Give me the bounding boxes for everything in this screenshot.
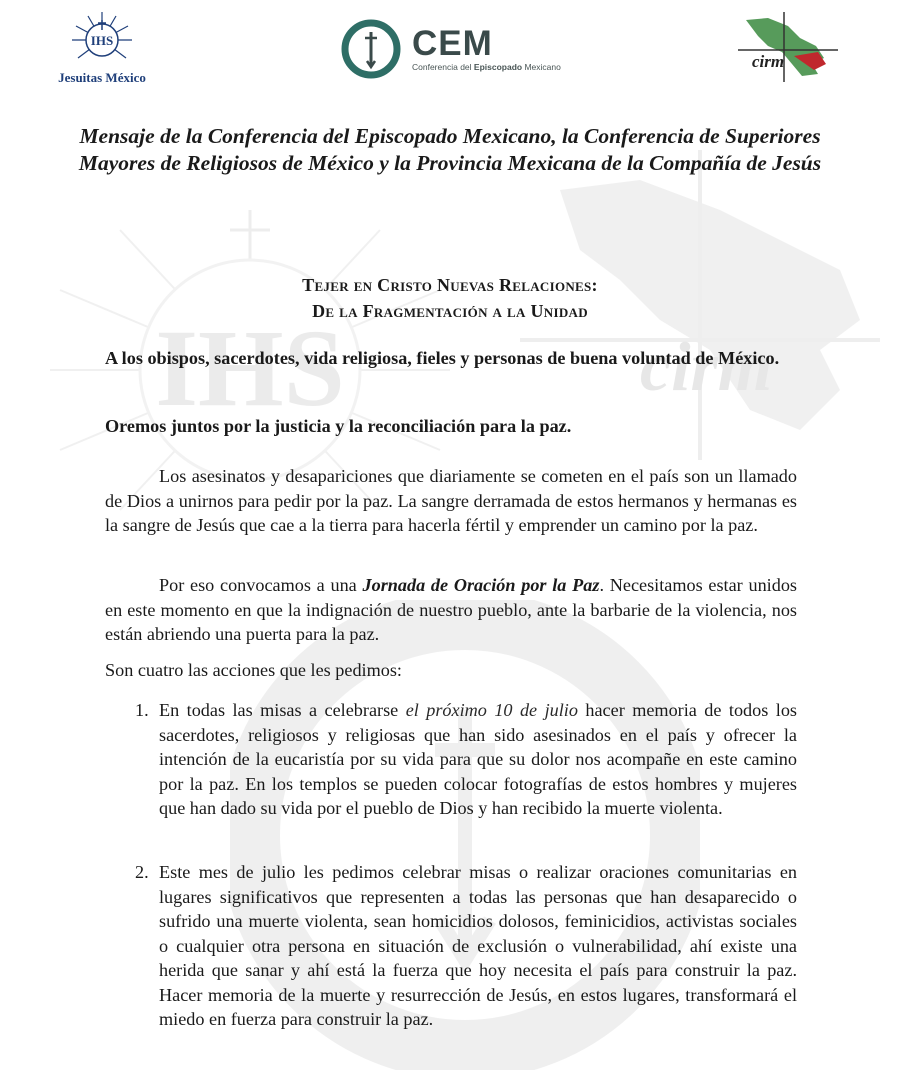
paragraph-3: Son cuatro las acciones que les pedimos: [105, 660, 402, 680]
list-item-number: 1. [135, 700, 149, 720]
oremos-heading: Oremos juntos por la justicia y la reconciliación para la paz. [105, 416, 572, 436]
list-item [135, 698, 797, 821]
message-title: Mensaje de la Conferencia del Episcopado Mexicano, la Conferencia de Superiores Mayores de Religiosos de México y la Provincia Mexicana de la Compañía de Jesús [78, 124, 822, 175]
paragraph-2: Por eso convocamos a una Jornada de Oración por la Paz. Necesitamos estar unidos en este momento en que la indignación de nuestro pueblo, ante la barbarie de la violencia, nos están abriendo una puerta para la paz. [105, 575, 797, 644]
list-item-text: Este mes de julio les pedimos celebrar misas o realizar oraciones comunitarias en lugares significativos que representen a todas las personas que han desaparecido o sufrido una muerte violenta, sean homicidios dolosos, feminicidios, activistas sociales o cualquier otra persona en situación de exclusión o vulnerabilidad, ahí existe una herida que sanar y ahí está la fuerza que hoy necesita el país para construir la paz. Hacer memoria de la muerte y resurrección de Jesús, en estos lugares, transformará el miedo en fuerza para construir la paz. [159, 862, 797, 1029]
paragraph-1: Los asesinatos y desapariciones que diariamente se cometen en el país son un llamado de Dios a unirnos para pedir por la paz. La sangre derramada de estos hermanos y hermanas es la sangre de Jesús que cae a la tierra para hacerla fértil y emprender un camino por la paz. [105, 466, 797, 535]
list-item [135, 860, 797, 1032]
addressee: A los obispos, sacerdotes, vida religiosa, fieles y personas de buena voluntad de México. [105, 348, 780, 368]
cem-subtitle: Conferencia del Episcopado Mexicano [412, 62, 561, 72]
main-title-line-2: De la Fragmentación a la Unidad [312, 301, 588, 321]
ihs-sun-icon [70, 10, 134, 68]
jesuitas-label: Jesuitas México [58, 70, 146, 85]
cirm-logo-text: cirm [752, 52, 785, 71]
svg-text:IHS: IHS [155, 307, 345, 429]
main-title-line-1: Tejer en Cristo Nuevas Relaciones: [302, 275, 598, 295]
svg-text:IHS: IHS [90, 33, 114, 48]
date-emphasis: el próximo 10 de julio [405, 700, 578, 720]
cirm-logo [738, 12, 838, 82]
list-item-number: 2. [135, 862, 149, 882]
cem-emblem-icon [340, 18, 402, 80]
cem-logo [340, 18, 561, 80]
main-title [60, 272, 840, 324]
svg-text:cirm: cirm [640, 329, 773, 406]
list-item-text: En todas las misas a celebrarse el próximo 10 de julio hacer memoria de todos los sacerdotes, religiosos y religiosas que han sido asesinados en el país y ofrecer la intención de la eucaristía por su vida para que su dolor nos acompañe en este camino por la paz. En los templos se pueden colocar fotografías de estos hombres y mujeres que han dado su vida por el pueblo de Dios y han recibido la muerte violenta. [159, 700, 797, 818]
jesuitas-logo [52, 10, 152, 86]
cem-logo-text: CEM [412, 24, 493, 63]
jornada-emphasis: Jornada de Oración por la Paz [362, 575, 600, 595]
